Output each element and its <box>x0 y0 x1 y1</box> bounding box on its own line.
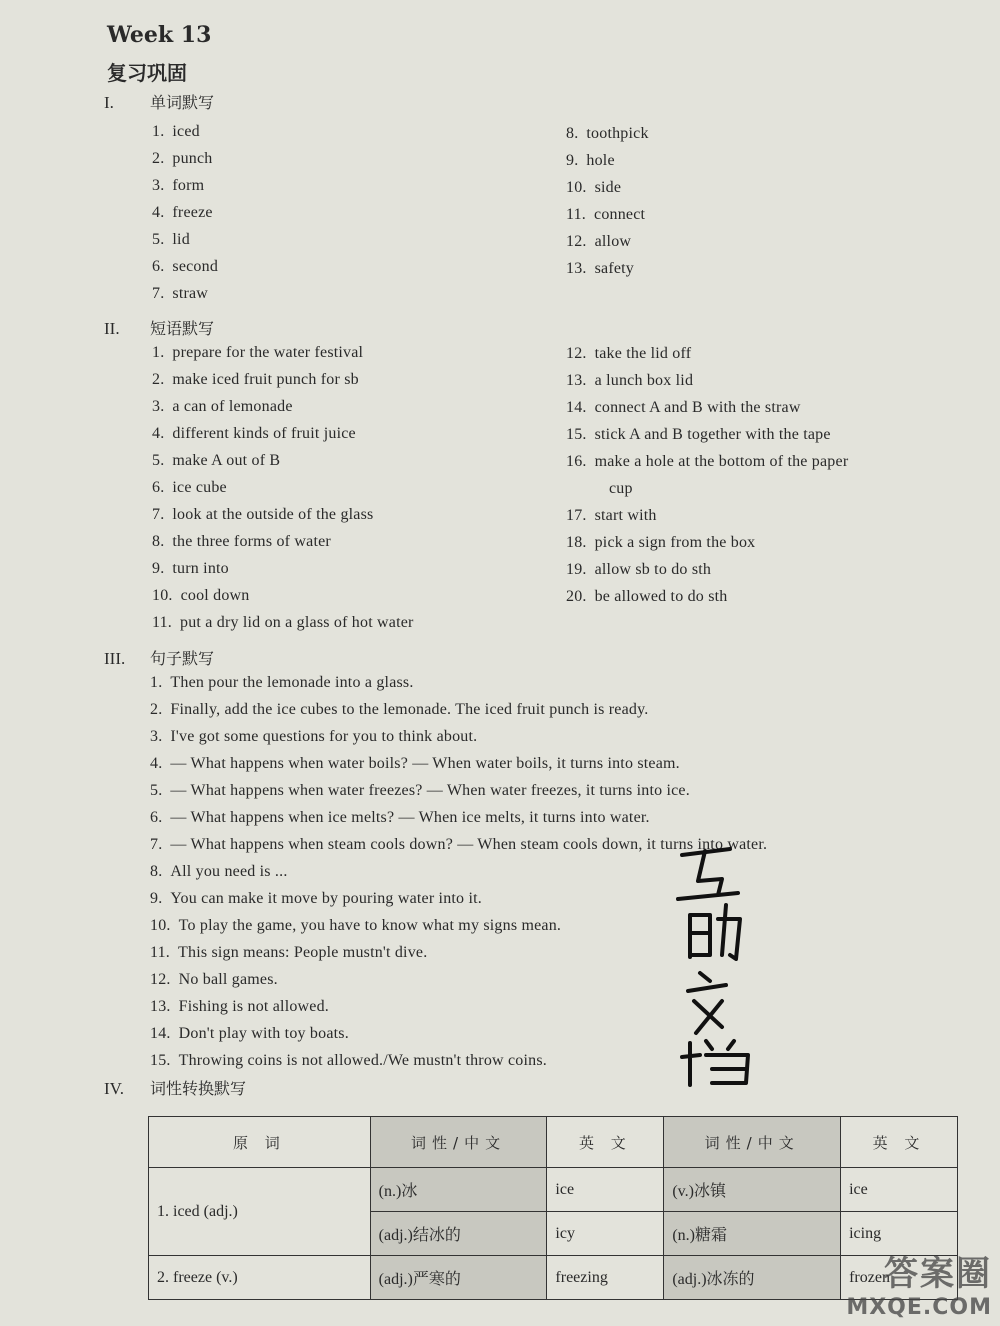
table-header-row <box>149 1117 958 1168</box>
item-text: look at the outside of the glass <box>172 506 374 523</box>
item-number: 17. <box>566 507 587 524</box>
section-label: 词性转换默写 <box>150 1079 247 1098</box>
item-number: 19. <box>566 561 587 578</box>
item-number: 5. <box>152 452 165 469</box>
item-text: pick a sign from the box <box>594 534 756 551</box>
item-number: 4. <box>152 204 165 221</box>
item-number: 3. <box>152 398 165 415</box>
list-item <box>152 398 293 416</box>
item-number: 20. <box>566 588 587 605</box>
list-item <box>566 426 831 444</box>
item-text: stick A and B together with the tape <box>594 426 831 443</box>
item-number: 6. <box>150 809 163 826</box>
list-item <box>566 152 615 170</box>
item-number: 12. <box>150 971 171 988</box>
item-number: 11. <box>566 206 587 223</box>
item-text: cup <box>609 480 633 497</box>
item-number: 3. <box>150 728 163 745</box>
item-text: — What happens when water boils? — When water boils, it turns into steam. <box>170 755 680 772</box>
list-item <box>152 425 356 443</box>
list-item <box>150 1025 349 1043</box>
section-number: III. <box>104 649 126 668</box>
list-item <box>566 372 693 390</box>
list-item <box>150 809 650 827</box>
table-cell: (n.)冰 <box>370 1168 547 1212</box>
table-header-cell: 英 文 <box>547 1117 664 1168</box>
item-number: 6. <box>152 479 165 496</box>
table-header-cell: 词性/中文 <box>664 1117 841 1168</box>
item-text: lid <box>172 231 190 248</box>
item-number: 13. <box>566 260 587 277</box>
item-number: 13. <box>566 372 587 389</box>
list-item <box>566 179 621 197</box>
table-header-cell: 原 词 <box>149 1117 371 1168</box>
list-item <box>152 231 190 249</box>
table-cell: (n.)糖霜 <box>664 1212 841 1256</box>
item-text: — What happens when water freezes? — When water freezes, it turns into ice. <box>170 782 690 799</box>
list-item <box>152 150 213 168</box>
list-item <box>152 506 373 524</box>
item-text: take the lid off <box>594 345 692 362</box>
list-item <box>150 917 561 935</box>
list-item <box>566 534 755 552</box>
item-number: 8. <box>150 863 163 880</box>
list-item <box>150 971 278 989</box>
item-number: 8. <box>152 533 165 550</box>
item-number: 5. <box>150 782 163 799</box>
item-text: hole <box>586 152 615 169</box>
item-text: start with <box>594 507 657 524</box>
list-item <box>152 479 227 497</box>
list-item <box>150 998 329 1016</box>
section-label: 单词默写 <box>150 93 215 112</box>
item-text: ice cube <box>172 479 227 496</box>
item-number: 16. <box>566 453 587 470</box>
table-cell-original: 1. iced (adj.) <box>149 1168 371 1256</box>
section-2-heading <box>104 316 214 339</box>
list-item <box>566 206 645 224</box>
table-cell: ice <box>547 1168 664 1212</box>
week-title: Week 13 <box>107 22 212 48</box>
item-text: All you need is ... <box>170 863 288 880</box>
item-text: second <box>172 258 219 275</box>
item-number: 1. <box>150 674 163 691</box>
item-number: 1. <box>152 344 165 361</box>
item-text: Throwing coins is not allowed./We mustn't throw coins. <box>178 1052 547 1069</box>
item-text: put a dry lid on a glass of hot water <box>180 614 414 631</box>
item-text: safety <box>594 260 635 277</box>
item-number: 6. <box>152 258 165 275</box>
item-text: connect <box>594 206 646 223</box>
word-form-table <box>148 1116 958 1300</box>
item-text: connect A and B with the straw <box>594 399 801 416</box>
item-text: prepare for the water festival <box>172 344 364 361</box>
item-text: iced <box>172 123 200 140</box>
item-text: the three forms of water <box>172 533 331 550</box>
item-text: be allowed to do sth <box>594 588 728 605</box>
list-item <box>152 371 359 389</box>
list-item <box>152 204 213 222</box>
list-item <box>566 125 649 143</box>
watermark <box>846 1246 992 1320</box>
table-cell: freezing <box>547 1256 664 1300</box>
table-row <box>149 1168 958 1212</box>
item-number: 12. <box>566 233 587 250</box>
item-number: 2. <box>152 150 165 167</box>
list-item <box>150 782 690 800</box>
item-number: 9. <box>152 560 165 577</box>
list-item <box>152 344 363 362</box>
list-item <box>152 258 218 276</box>
table-cell-original: 2. freeze (v.) <box>149 1256 371 1300</box>
item-text: Fishing is not allowed. <box>178 998 329 1015</box>
list-item <box>150 755 680 773</box>
item-text: allow sb to do sth <box>594 561 712 578</box>
item-number: 7. <box>150 836 163 853</box>
section-number: I. <box>104 93 114 112</box>
item-number: 7. <box>152 506 165 523</box>
item-text: a lunch box lid <box>594 372 694 389</box>
item-number: 14. <box>566 399 587 416</box>
table-cell: icing <box>841 1212 958 1256</box>
table-cell: ice <box>841 1168 958 1212</box>
item-number: 11. <box>150 944 171 961</box>
list-item <box>566 507 657 525</box>
item-text: make A out of B <box>172 452 281 469</box>
item-number: 10. <box>566 179 587 196</box>
list-item <box>566 233 631 251</box>
list-item <box>566 399 801 417</box>
item-text: straw <box>172 285 209 302</box>
item-number: 5. <box>152 231 165 248</box>
list-item <box>152 560 229 578</box>
item-number: 8. <box>566 125 579 142</box>
list-item <box>150 1052 547 1070</box>
item-text: allow <box>594 233 632 250</box>
list-item <box>150 863 288 881</box>
list-item <box>152 177 204 195</box>
item-text: Don't play with toy boats. <box>178 1025 349 1042</box>
watermark-logo-text: 答案圈 <box>884 1254 992 1294</box>
table-cell: (v.)冰镇 <box>664 1168 841 1212</box>
section-1-heading <box>104 90 214 113</box>
item-number: 15. <box>566 426 587 443</box>
section-number: IV. <box>104 1079 124 1098</box>
item-text: This sign means: People mustn't dive. <box>178 944 428 961</box>
list-item <box>566 588 727 606</box>
list-item <box>566 561 711 579</box>
table-cell: (adj.)结冰的 <box>370 1212 547 1256</box>
item-number: 3. <box>152 177 165 194</box>
item-number: 14. <box>150 1025 171 1042</box>
item-number: 15. <box>150 1052 171 1069</box>
table-cell: (adj.)冰冻的 <box>664 1256 841 1300</box>
item-text: make a hole at the bottom of the paper <box>594 453 849 470</box>
item-number: 4. <box>150 755 163 772</box>
item-text: To play the game, you have to know what my signs mean. <box>178 917 562 934</box>
item-text: You can make it move by pouring water into it. <box>170 890 482 907</box>
table-row <box>149 1256 958 1300</box>
item-text: freeze <box>172 204 213 221</box>
item-text: — What happens when steam cools down? — When steam cools down, it turns into water. <box>170 836 768 853</box>
section-number: II. <box>104 319 120 338</box>
list-item <box>150 701 648 719</box>
item-text: turn into <box>172 560 229 577</box>
list-item <box>150 674 414 692</box>
item-number: 2. <box>152 371 165 388</box>
list-item <box>152 614 414 632</box>
item-text: toothpick <box>586 125 649 142</box>
item-number: 10. <box>150 917 171 934</box>
list-item <box>150 890 482 908</box>
item-number: 4. <box>152 425 165 442</box>
section-4-heading <box>104 1076 246 1099</box>
list-item <box>150 728 477 746</box>
item-text: Finally, add the ice cubes to the lemonade. The iced fruit punch is ready. <box>170 701 649 718</box>
list-item <box>152 285 208 303</box>
item-number: 18. <box>566 534 587 551</box>
table-cell: (adj.)严寒的 <box>370 1256 547 1300</box>
item-number: 10. <box>152 587 173 604</box>
item-number: 13. <box>150 998 171 1015</box>
section-3-heading <box>104 646 214 669</box>
item-text: No ball games. <box>178 971 278 988</box>
handwriting-annotation <box>660 835 780 1095</box>
item-text: — What happens when ice melts? — When ice melts, it turns into water. <box>170 809 650 826</box>
item-text: make iced fruit punch for sb <box>172 371 359 388</box>
list-item <box>152 533 331 551</box>
item-number: 9. <box>566 152 579 169</box>
section-label: 短语默写 <box>150 319 215 338</box>
item-number: 7. <box>152 285 165 302</box>
list-item <box>150 944 427 962</box>
item-number: 12. <box>566 345 587 362</box>
item-text: punch <box>172 150 213 167</box>
item-number: 1. <box>152 123 165 140</box>
item-number: 9. <box>150 890 163 907</box>
item-text: side <box>594 179 622 196</box>
list-item <box>152 123 200 141</box>
table-cell: icy <box>547 1212 664 1256</box>
item-text: I've got some questions for you to think about. <box>170 728 478 745</box>
list-item <box>566 453 848 471</box>
item-number: 2. <box>150 701 163 718</box>
list-item <box>601 480 633 498</box>
table-header-cell: 词性/中文 <box>370 1117 547 1168</box>
list-item <box>152 587 250 605</box>
item-text: Then pour the lemonade into a glass. <box>170 674 414 691</box>
item-text: a can of lemonade <box>172 398 293 415</box>
item-text: cool down <box>180 587 250 604</box>
table-header-cell: 英 文 <box>841 1117 958 1168</box>
item-number: 11. <box>152 614 173 631</box>
page-subtitle: 复习巩固 <box>107 61 187 85</box>
list-item <box>566 260 634 278</box>
watermark-url: MXQE.COM <box>846 1295 992 1320</box>
list-item <box>566 345 691 363</box>
item-text: form <box>172 177 205 194</box>
item-text: different kinds of fruit juice <box>172 425 356 442</box>
section-label: 句子默写 <box>150 649 215 668</box>
table-cell: frozen <box>841 1256 958 1300</box>
list-item <box>152 452 280 470</box>
